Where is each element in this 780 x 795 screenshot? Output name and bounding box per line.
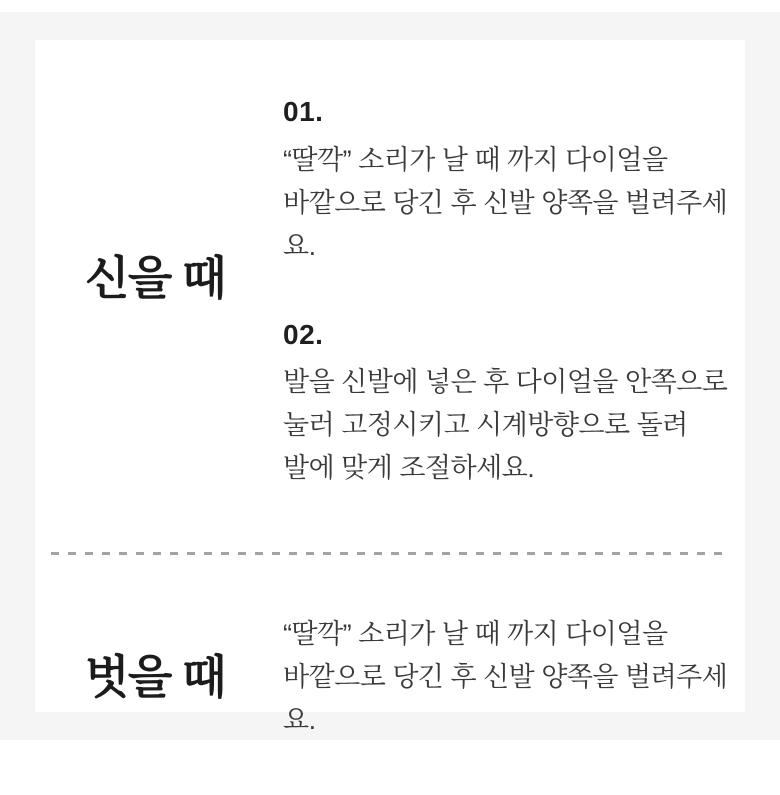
section-title-taking-off: 벗을 때 <box>85 651 226 704</box>
taking-off-line-2: 바깥으로 당긴 후 신발 양쪽을 벌려주세요. <box>283 662 728 736</box>
step-02-line-2: 눌러 고정시키고 시계방향으로 돌려 <box>283 410 688 441</box>
top-white-strip <box>0 0 780 12</box>
steps-putting-on <box>283 95 745 490</box>
gray-background-band <box>0 12 780 740</box>
step-01 <box>283 95 745 268</box>
dashed-divider <box>51 552 725 555</box>
steps-taking-off <box>283 613 745 742</box>
step-02-number: 02. <box>283 318 324 350</box>
step-02-line-3: 발에 맞게 조절하세요. <box>283 453 535 484</box>
step-01-number: 01. <box>283 96 324 127</box>
section-taking-off <box>35 613 745 742</box>
step-01-line-1: “딸깍” 소리가 날 때 까지 다이얼을 <box>283 144 668 175</box>
instructions-card <box>35 40 745 736</box>
section-title-putting-on: 신을 때 <box>85 252 226 305</box>
step-taking-off <box>283 613 745 742</box>
step-02-line-1: 발을 신발에 넣은 후 다이얼을 안쪽으로 <box>283 367 728 398</box>
step-01-line-2: 바깥으로 당긴 후 신발 양쪽을 벌려주세요. <box>283 187 728 261</box>
taking-off-line-1: “딸깍” 소리가 날 때 까지 다이얼을 <box>283 619 668 650</box>
section-putting-on <box>35 40 745 490</box>
step-02 <box>283 318 745 491</box>
